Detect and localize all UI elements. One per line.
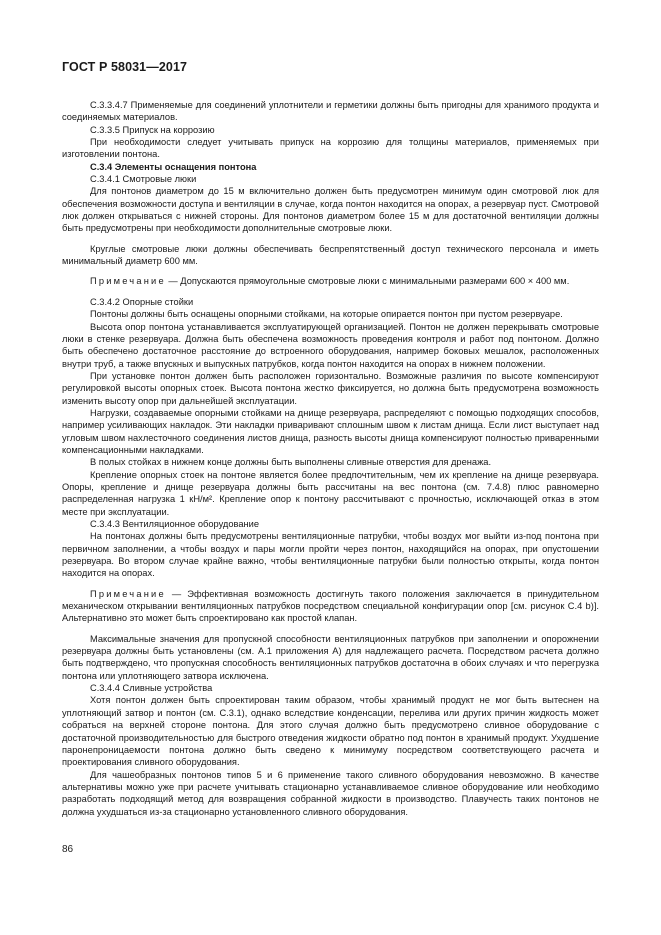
paragraph: Крепление опорных стоек на понтоне является более предпочтительным, чем их крепление на днище резервуара. Опоры, крепление и днище резервуара должны быть рассчитаны на вес понтона (см. 7.4.8) плюс равномерно распределенная нагрузка 1 кН/м². Крепление опор к понтону рассчитывают с прочностью, исключающей отказ в этом месте при эксплуатации.: [62, 469, 599, 517]
paragraph: Понтоны должны быть оснащены опорными стойками, на которые опирается понтон при пустом резервуаре.: [90, 309, 563, 320]
paragraph: Максимальные значения для пропускной способности вентиляционных патрубков при заполнении и опорожнении резервуара должны быть установлены (см. А.1 приложения А) для надлежащего расчета. Посредством расчета должно быть подтверждено, что пропускная способность вентиляционных патрубков достаточна в обоих случаях и что перегрузка понтона или уплотняющего затвора исключена.: [62, 633, 599, 681]
document-header: ГОСТ Р 58031—2017: [62, 60, 188, 74]
note-text: Эффективная возможность достигнуть такого положения заключается в принудительном механическом открывании вентиляционных патрубков посредством специальной конфигурации опор [см. рисунок С.4 b)]. Альтернативно это может быть спроектировано как простой клапан.: [62, 588, 599, 624]
note-label: Примечание: [90, 276, 166, 287]
note-text: Допускаются прямоугольные смотровые люки с минимальными размерами 600 × 400 мм.: [180, 276, 570, 287]
subsection-heading: С.3.4.2 Опорные стойки: [90, 296, 194, 307]
subsection-heading: С.3.3.5 Припуск на коррозию: [90, 124, 215, 135]
subsection-heading: С.3.4.3 Вентиляционное оборудование: [90, 519, 260, 529]
note: [62, 275, 599, 287]
paragraph: При необходимости следует учитывать припуск на коррозию для толщины материалов, применяемых при изготовлении понтона.: [62, 137, 599, 160]
paragraph: Круглые смотровые люки должны обеспечивать беспрепятственный доступ технического персонала и иметь минимальный диаметр 600 мм.: [62, 243, 599, 267]
page-number: 86: [62, 844, 74, 855]
note: [62, 588, 599, 625]
note-dash: —: [168, 276, 178, 287]
paragraph: В полых стойках в нижнем конце должны быть выполнены сливные отверстия для дренажа.: [90, 457, 492, 468]
note-label: Примечание: [90, 588, 166, 599]
paragraph: Для понтонов диаметром до 15 м включительно должен быть предусмотрен минимум один смотровой люк для обеспечения возможности доступа и вентиляции в случае, когда понтон находится на опорах, а резервуар пуст. Смотровой люк должен открываться с нижней стороны. Для понтонов диаметром более 15 м для достаточной вентиляции должны быть предусмотрены при необходимости дополнительные смотровые люки.: [62, 186, 599, 234]
paragraph: Для чашеобразных понтонов типов 5 и 6 применение такого сливного оборудования невозможно. В качестве альтернативы можно уже при расчете учитывать стационарно устанавливаемое сливное оборудование или необходимо разработать подходящий метод для возвращения собранной жидкости в производство. Плавучесть таких понтонов не должна ухудшаться из-за стационарно установленного сливного оборудования.: [62, 769, 599, 817]
paragraph: С.3.3.4.7 Применяемые для соединений уплотнители и герметики должны быть пригодны для хранимого продукта и соединяемых материалов.: [62, 100, 599, 123]
paragraph: При установке понтон должен быть расположен горизонтально. Возможные различия по высоте компенсируют регулировкой высоты опорных стоек. Высота понтона жестко фиксируется, но должна быть предусмотрена возможность изменить высоту опор при дальнейшей эксплуатации.: [62, 370, 599, 406]
section-heading: С.3.4 Элементы оснащения понтона: [90, 161, 257, 172]
paragraph: На понтонах должны быть предусмотрены вентиляционные патрубки, чтобы воздух мог выйти из-под понтона при первичном заполнении, а чтобы воздух и пары могли пройти через понтон, находящийся на опорах, при опустошении резервуара. Во втором случае крайне важно, чтобы вентиляционные патрубки были полностью открыты, когда понтон находится на опорах.: [62, 531, 599, 579]
paragraph: Нагрузки, создаваемые опорными стойками на днище резервуара, распределяют с помощью подходящих способов, например усиливающих накладок. Эти накладки приваривают сплошным швом к листам днища. Если лист выступает над угловым швом нахлесточного соединения листов днища, разность высоты днища компенсируют полностью приваренными компенсационными накладками.: [62, 407, 599, 455]
note-dash: —: [171, 588, 182, 599]
paragraph: Хотя понтон должен быть спроектирован таким образом, чтобы хранимый продукт не мог быть вытеснен на уплотняющий затвор и понтон (см. С.3.1), однако вследствие конденсации, перелива или других причин жидкость может собраться на верхней стороне понтона. Для этого случая должно быть предусмотрено сливное оборудование с достаточной производительностью для быстрого отведения жидкости обратно под понтон в хранимый продукт. Ухудшение паронепроницаемости понтона должно быть сведено к минимуму посредством соответствующего расчета и проектирования сливного оборудования.: [62, 695, 599, 768]
subsection-heading: С.3.4.4 Сливные устройства: [90, 683, 213, 694]
subsection-heading: С.3.4.1 Смотровые люки: [90, 174, 197, 185]
paragraph: Высота опор понтона устанавливается эксплуатирующей организацией. Понтон не должен перекрывать смотровые люки в стенке резервуара. Должна быть обеспечена возможность проведения контроля и работ под понтоном. Должно быть обеспечено достаточное расстояние до встроенного оборудования, например боковых мешалок, расположенных внутри труб, а также впускных и выпускных патрубков, когда понтон находится на опорах в нижнем положении.: [62, 321, 599, 369]
document-body: [62, 99, 599, 818]
